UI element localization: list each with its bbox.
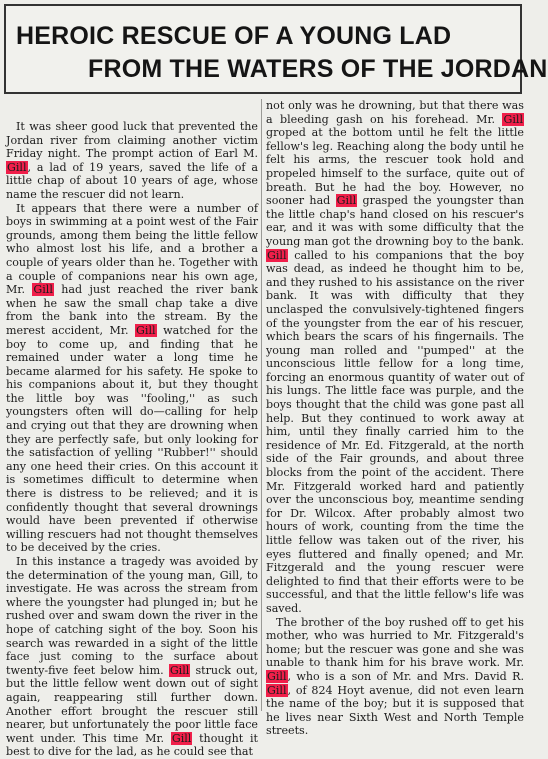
search-highlight: Gill: [33, 283, 53, 297]
headline-line-2: FROM THE WATERS OF THE JORDAN: [88, 55, 548, 83]
search-highlight: Gill: [169, 663, 190, 677]
search-highlight: Gill: [267, 669, 287, 683]
search-highlight: Gill: [267, 683, 287, 697]
headline: [6, 6, 548, 86]
search-highlight: Gill: [136, 323, 156, 337]
column-rule: [261, 99, 262, 711]
article-paragraph: It appears that there were a number of boys in swimming at a point west of the Fair grounds, among them being the little fellow who almost lost his life, and a brother a couple of years older than he. Together with a couple of companions near his own age, Mr. Gill had just reached the river bank when he saw the small chap take a dive from the bank into the stream. By the merest accident, Mr. Gill watched for the boy to come up, and finding that he remained under water a long time he became alarmed for his safety. He spoke to his companions about it, but they thought the little boy was ''fooling,'' as such youngsters often will do—calling for help and crying out that they are drowning when they are perfectly safe, but only looking for the satisfaction of yelling ''Rubber!'' should any one heed their cries. On this account it is sometimes difficult to determine when there is distress to be relieved; and it is confidently thought that several drownings would have been prevented if otherwise willing rescuers had not thought themselves to be deceived by the cries.: [6, 201, 259, 555]
headline-line-1: HEROIC RESCUE OF A YOUNG LAD: [16, 22, 452, 50]
article-paragraph: It was sheer good luck that prevented the Jordan river from claiming another victim Friday night. The prompt action of Earl M. Gill, a lad of 19 years, saved the life of a little chap of about 10 years of age, whose name the rescuer did not learn.: [6, 120, 258, 201]
article-column-left: [6, 120, 259, 759]
headline-box: [4, 4, 548, 94]
search-highlight: Gill: [503, 112, 523, 126]
search-highlight: Gill: [267, 248, 287, 262]
article-paragraph: In this instance a tragedy was avoided by the determination of the young man, Gill, to investigate. He was across the stream from where the youngster had plunged in; but he rushed over and swam down the river in the hope of catching sight of the boy. Soon his search was rewarded in a sight of the little face just coming to the surface about twenty-five feet below him. Gill struck out, but the little fellow went down out of sight again, reappearing still further down. Another effort brought the rescuer still nearer, but unfortunately the poor little face went under. This time Mr. Gill thought it best to dive for the lad, as he could see that: [6, 555, 258, 759]
search-highlight: Gill: [336, 194, 357, 208]
article-column-right: [266, 99, 524, 738]
search-highlight: Gill: [7, 160, 27, 174]
search-highlight: Gill: [171, 731, 192, 745]
article-paragraph: The brother of the boy rushed off to get his mother, who was hurried to Mr. Fitzgerald's home; but the rescuer was gone and she was unable to thank him for his brave work. Mr. Gill, who is a son of Mr. and Mrs. David R. Gill, of 824 Hoyt avenue, did not even learn the name of the boy; but it is supposed that he lives near Sixth West and North Temple streets.: [266, 615, 524, 738]
article-paragraph: not only was he drowning, but that there was a bleeding gash on his forehead. Mr. Gill groped at the bottom until he felt the little fellow's leg. Reaching along the body until he felt his arms, the rescuer took hold and propeled himself to the surface, quite out of breath. But he had the boy. However, no sooner had Gill grasped the youngster than the little chap's hand closed on his rescuer's ear, and it was with some difficulty that the young man got the drowning boy to the bank. Gill called to his companions that the boy was dead, as indeed he thought him to be, and they rushed to his assistance on the river bank. It was with difficulty that they unclasped the convulsively-tightened fingers of the youngster from the ear of his rescuer, which bears the scars of his fingernails. The young man rolled and ''pumped'' at the unconscious little fellow for a long time, forcing an enormous quantity of water out of his lungs. The little face was purple, and the boys thought that the child was gone past all help. But they continued to work away at him, until they finally carried him to the residence of Mr. Ed. Fitzgerald, at the north side of the Fair grounds, and about three blocks from the point of the accident. There Mr. Fitzgerald worked hard and patiently over the unconscious boy, meantime sending for Dr. Wilcox. After probably almost two hours of work, counting from the time the little fellow was taken out of the river, his eyes fluttered and finally opened; and Mr. Fitzgerald and the young rescuer were delighted to find that their efforts were to be successful, and that the little fellow's life was saved.: [266, 99, 524, 615]
